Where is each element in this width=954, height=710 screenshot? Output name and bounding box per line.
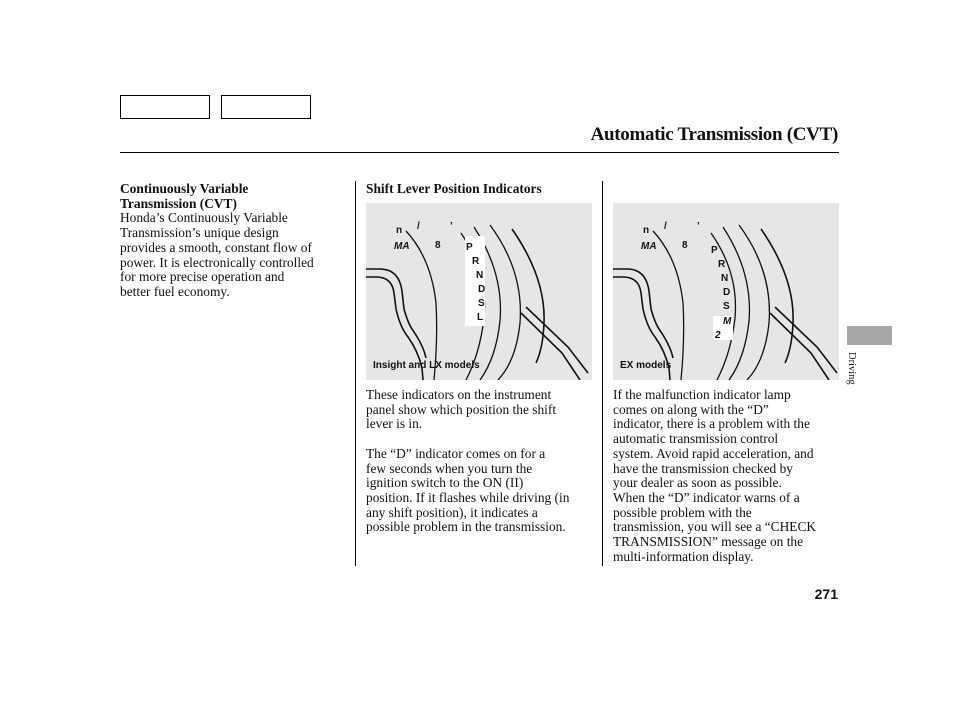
page-title: Automatic Transmission (CVT) (590, 124, 838, 145)
body-line: panel show which position the shift (366, 401, 557, 417)
body-line: better fuel economy. (120, 283, 230, 299)
body-line: The “D” indicator comes on for a (366, 445, 546, 461)
column-divider-2 (602, 181, 603, 566)
body-line: any shift position), it indicates a (366, 504, 538, 520)
title-rule (120, 152, 839, 153)
indicator-tick: / (664, 221, 667, 232)
body-line: ignition switch to the ON (II) (366, 475, 524, 491)
gear-d: D (478, 284, 486, 295)
gauge-illustration (366, 203, 592, 380)
gear-s: S (478, 298, 485, 309)
body-line: power. It is electronically controlled (120, 254, 314, 270)
gear-r: R (472, 256, 480, 267)
middle-body (366, 388, 598, 535)
indicator-tick: ’ (697, 221, 700, 232)
gear-n: N (721, 273, 729, 284)
body-line: When the “D” indicator warns of a (613, 489, 800, 505)
indicator-n-mark: n (643, 225, 650, 236)
gear-p: P (466, 242, 473, 253)
gear-d: D (723, 287, 731, 298)
gauge-digit: 8 (682, 240, 688, 251)
body-line: system. Avoid rapid acceleration, and (613, 445, 814, 461)
gear-p: P (711, 245, 718, 256)
body-line: automatic transmission control (613, 431, 779, 447)
body-line: few seconds when you turn the (366, 460, 533, 476)
gauge-digit: 8 (435, 240, 441, 251)
figure-caption: EX models (620, 360, 672, 371)
manual-mode-digit: 2 (715, 330, 721, 341)
body-line: comes on along with the “D” (613, 401, 769, 417)
gear-s: S (723, 301, 730, 312)
body-line: multi-information display. (613, 548, 754, 564)
body-line: possible problem in the transmission. (366, 519, 566, 535)
page-number: 271 (814, 586, 838, 602)
gear-n: N (476, 270, 484, 281)
body-line: indicator, there is a problem with the (613, 416, 810, 432)
section-tab-label: Driving (846, 352, 857, 385)
figure-insight-lx (366, 203, 592, 380)
gear-l: L (477, 312, 484, 323)
manual-mode-label: M (723, 316, 732, 327)
indicator-n-mark: n (396, 225, 403, 236)
left-heading-line-2: Transmission (CVT) (120, 195, 237, 211)
nav-box-left[interactable] (120, 95, 210, 119)
body-line: If the malfunction indicator lamp (613, 387, 791, 402)
column-divider-1 (355, 181, 356, 566)
gauge-logo-mark: ΜA (641, 241, 657, 252)
body-line: possible problem with the (613, 504, 752, 520)
body-line: provides a smooth, constant flow of (120, 239, 312, 255)
body-line: for more precise operation and (120, 269, 285, 285)
figure-caption: Insight and LX models (373, 360, 480, 371)
gear-r: R (718, 259, 726, 270)
body-line: your dealer as soon as possible. (613, 475, 782, 491)
figure-ex (613, 203, 839, 380)
body-line: transmission, you will see a “CHECK (613, 519, 817, 535)
body-line: lever is in. (366, 416, 423, 432)
indicator-tick: / (417, 221, 420, 232)
middle-heading: Shift Lever Position Indicators (366, 181, 542, 196)
right-body (613, 388, 843, 564)
left-heading-line-1: Continuously Variable (120, 181, 249, 196)
body-line: TRANSMISSION” message on the (613, 534, 804, 550)
body-line: Honda’s Continuously Variable (120, 210, 288, 226)
nav-box-right[interactable] (221, 95, 311, 119)
left-column (120, 182, 345, 300)
indicator-tick: ’ (450, 221, 453, 232)
gauge-illustration (613, 203, 839, 380)
body-line: These indicators on the instrument (366, 387, 552, 402)
section-tab[interactable] (847, 326, 892, 345)
gauge-logo-mark: ΜA (394, 241, 410, 252)
body-line: position. If it flashes while driving (in (366, 489, 570, 505)
body-line: Transmission’s unique design (120, 225, 279, 241)
body-line: have the transmission checked by (613, 460, 793, 476)
